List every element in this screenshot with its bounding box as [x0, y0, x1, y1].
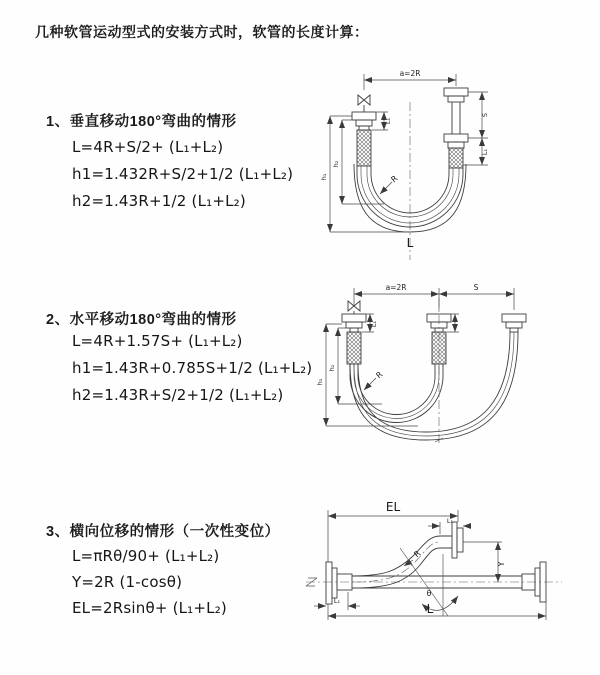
- section-3-heading: 3、横向位移的情形（一次性变位）: [46, 524, 280, 540]
- radius-label: R: [412, 548, 423, 560]
- page-title: 几种软管运动型式的安装方式时，软管的长度计算：: [35, 24, 369, 40]
- section-2-heading: 2、水平移动180°弯曲的情形: [46, 312, 237, 328]
- section-2-formula-h2: h2=1.43R+S/2+1/2 (L₁+L₂): [72, 386, 284, 404]
- dim-h1: [316, 324, 418, 426]
- radius-label: R: [374, 369, 385, 381]
- valve-icon: [358, 95, 370, 112]
- diagram-vertical-180-bend: [306, 62, 591, 262]
- dim-l1-right-label: L₁: [481, 148, 489, 156]
- diagram-lateral-displacement: [300, 496, 590, 636]
- dim-h2-label: h₂: [328, 364, 336, 372]
- dim-l1-left-label: L₁: [384, 117, 392, 125]
- displaced-flange: [440, 522, 463, 558]
- dim-h1-label: h₁: [320, 173, 328, 181]
- section-2-formula-h1: h1=1.43R+0.785S+1/2 (L₁+L₂): [72, 359, 313, 377]
- dim-s-label: S: [473, 283, 479, 292]
- radius-label: R: [389, 173, 400, 185]
- dim-span-label: a=2R: [385, 283, 407, 292]
- dim-length-label: L: [406, 236, 414, 250]
- radius-callout: [364, 370, 385, 390]
- dim-l1: [362, 314, 459, 332]
- section-1-heading: 1、垂直移动180°弯曲的情形: [46, 114, 237, 130]
- dim-length-label: L: [426, 602, 434, 616]
- dim-span-label: a=2R: [399, 69, 421, 78]
- dim-s-label: S: [481, 112, 489, 118]
- right-hose-end: [444, 88, 468, 168]
- dim-span: [354, 283, 514, 310]
- section-1-formula-L: L=4R+S/2+ (L₁+L₂): [72, 138, 224, 156]
- right-hose-end: [502, 314, 526, 332]
- hose-s-curve: [352, 536, 440, 588]
- dim-span: [364, 69, 456, 90]
- section-3-formula-Y: Y=2R (1-cosθ): [72, 573, 183, 591]
- dim-l1-left: [372, 112, 392, 130]
- left-hose-end: [342, 314, 366, 364]
- dim-h2-label: h₂: [332, 160, 340, 168]
- angle-theta-label: θ: [426, 589, 432, 598]
- radius-callout: [380, 174, 400, 194]
- section-1-formula-h2: h2=1.43R+1/2 (L₁+L₂): [72, 192, 246, 210]
- dim-y-label: Y: [497, 561, 506, 567]
- hose-u-original: [350, 364, 443, 423]
- dim-l1-bottom-label: L₁: [333, 597, 341, 605]
- dim-l1-right: [481, 138, 489, 165]
- dim-h1-label: h₁: [316, 378, 324, 386]
- section-3-formula-L: L=πRθ/90+ (L₁+L₂): [72, 547, 220, 565]
- dim-el: [328, 500, 458, 562]
- section-3-formula-EL: EL=2Rsinθ+ (L₁+L₂): [72, 599, 227, 617]
- dim-l1-top: [428, 517, 470, 534]
- dim-l1-top-label: L₁: [446, 517, 454, 525]
- section-2-formula-L: L=4R+1.57S+ (L₁+L₂): [72, 332, 243, 350]
- dim-el-label: EL: [385, 500, 401, 514]
- dim-length: [328, 602, 546, 620]
- diagram-horizontal-180-bend: [306, 280, 591, 452]
- section-1-formula-h1: h1=1.432R+S/2+1/2 (L₁+L₂): [72, 165, 294, 183]
- dim-l1-label: L₁: [370, 320, 378, 328]
